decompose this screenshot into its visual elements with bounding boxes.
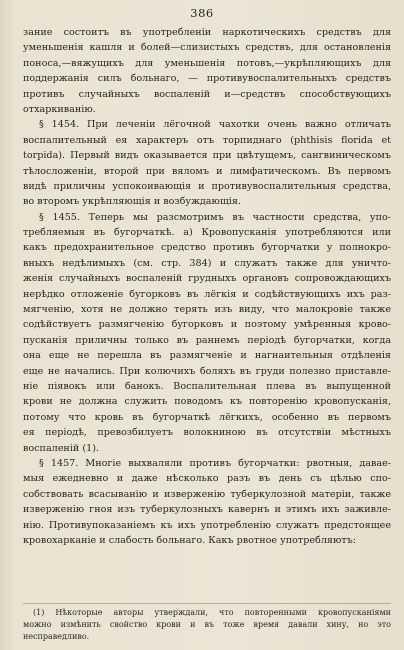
text-line: § 1455. Теперь мы разсмотримъ въ частности средства, упо- xyxy=(39,211,391,223)
text-line: torpida). Первый видъ оказывается при цвѣтущемъ, сангвиническомъ xyxy=(23,150,391,162)
text-line: уменьшенія кашля и болей—слизистыхъ средствъ, для остановленія xyxy=(23,42,391,54)
text-line: зание состоитъ въ употребленіи наркотическихъ средствъ для xyxy=(23,27,391,38)
text-line: тѣлосложеніи, второй при вяломъ и лимфатическомъ. Въ первомъ xyxy=(23,165,391,177)
text-line: поноса,—вяжущихъ для уменьшенія потовъ,—укрѣпляющихъ для xyxy=(23,57,391,69)
text-line: отхаркиванію. xyxy=(23,103,96,115)
text-line: мыя ежедневно и даже нѣсколько разъ въ день съ цѣлью спо- xyxy=(23,473,391,485)
text-line: кровохарканіе и слабость больнаго. Какъ рвотное употребляютъ: xyxy=(23,534,356,546)
text-line: мягченію, хотя не должно терять изъ виду, что малокровіе также xyxy=(23,304,391,316)
text-line: поддержанія силъ больнаго, — противувоспалительныхъ средствъ xyxy=(23,73,391,85)
text-line: крови не должна служить поводомъ къ повторенію кровопусканія, xyxy=(23,396,391,408)
text-line: содѣйствуетъ размягченію бугорковъ и поэтому умѣренныя крово- xyxy=(23,319,391,331)
text-line: противъ случайныхъ воспаленій и—средствъ способствующихъ xyxy=(23,88,391,100)
footnote-line: (1) Нѣкоторые авторы утверждали, что повторенными кровопусканіями xyxy=(33,608,391,617)
text-line: вныхъ недѣлимыхъ (см. стр. 384) и служатъ также для уничто- xyxy=(23,257,391,269)
text-line: собствовать всасыванію и изверженію туберкулозной матеріи, также xyxy=(23,488,391,500)
text-line: видѣ приличны успокоивающія и противувоспалительныя средства, xyxy=(23,180,391,192)
text-line: еще не начались. При колючихъ боляхъ въ груди полезно приставле- xyxy=(23,365,391,377)
text-line: женія случайныхъ воспаленій грудныхъ органовъ сопровождающихъ xyxy=(23,273,391,285)
footnote xyxy=(23,607,391,643)
main-text xyxy=(23,25,391,548)
footnote-line: несправедливо. xyxy=(23,632,90,641)
footnote-line: можно измѣнить свойство крови и въ тоже время давали хину, но это xyxy=(23,620,391,629)
text-line: изверженію гноя изъ туберкулозныхъ кавернъ и этимъ ихъ заживле- xyxy=(23,504,391,516)
text-line: воспаленій (1). xyxy=(23,442,99,454)
text-line: пусканія приличны только въ раннемъ періодѣ бугорчатки, когда xyxy=(23,334,391,346)
footnote-divider xyxy=(23,603,391,604)
text-line: нію. Противупоказаніемъ къ ихъ употребленію служатъ предстоящее xyxy=(23,519,391,531)
text-line: требляемыя въ бугорчаткѣ. a) Кровопусканія употребляются или xyxy=(23,227,391,239)
page-number: 386 xyxy=(190,6,214,20)
text-line: она еще не перешла въ размягченіе и нагнаительныя отдѣленія xyxy=(23,350,391,362)
text-line: § 1457. Многіе выхваляли противъ бугорчатки: рвотныя, давае- xyxy=(39,457,391,469)
text-line: нерѣдко отложеніе бугорковъ въ лёгкія и содѣйствующихъ ихъ раз- xyxy=(23,288,391,300)
text-line: какъ предохранительное средство противъ бугорчатки у полнокро- xyxy=(23,242,391,254)
text-line: потому что кровь въ бугорчаткѣ лёгкихъ, особенно въ первомъ xyxy=(23,411,391,423)
text-line: во второмъ укрѣпляющія и возбуждающія. xyxy=(23,196,241,208)
text-line: ніе піявокъ или банокъ. Воспалительная плева въ выпущенной xyxy=(23,380,391,392)
text-line: § 1454. При леченіи лёгочной чахотки очень важно отличать xyxy=(39,119,391,131)
text-line: ея періодѣ, превозбилуетъ волокниною въ отсутствіи мѣстныхъ xyxy=(23,427,391,439)
text-line: воспалительный ея характеръ отъ торпиднаго (phthisis florida et xyxy=(23,134,391,146)
